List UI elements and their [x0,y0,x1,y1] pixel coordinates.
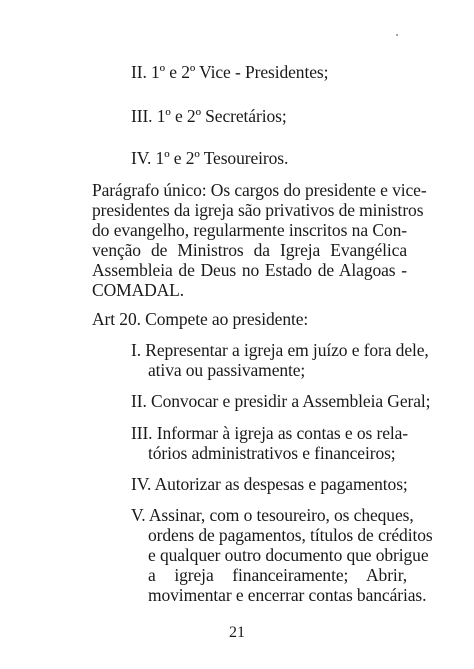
article-item-v-line-5: movimentar e encerrar contas bancárias. [148,585,427,605]
paragraph-line-6: COMADAL. [92,280,185,300]
article-item-v-line-2: ordens de pagamentos, títulos de créditos [148,525,433,545]
article-item-ii: II. Convocar e presidir a Assembleia Geral; [131,391,431,411]
page-number: 21 [229,624,245,641]
list-item-iv-treasurers: IV. 1º e 2º Tesoureiros. [131,148,289,168]
article-heading: Art 20. Compete ao presidente: [92,309,309,329]
article-item-v-line-4: a igreja financeiramente; Abrir, [148,565,407,585]
article-item-i-line-1: I. Representar a igreja em juízo e fora dele, [131,340,429,360]
article-item-iv: IV. Autorizar as despesas e pagamentos; [131,474,408,494]
paragraph-line-5: Assembleia de Deus no Estado de Alagoas - [92,260,407,280]
paragraph-line-1: Parágrafo único: Os cargos do presidente e vice- [92,180,427,200]
paragraph-line-2: presidentes da igreja são privativos de ministros [92,200,424,220]
article-item-v-line-1: V. Assinar, com o tesoureiro, os cheques, [131,505,414,525]
article-item-iii-line-1: III. Informar à igreja as contas e os rela- [131,423,409,443]
article-item-v-line-3: e qualquer outro documento que obrigue [148,545,429,565]
paragraph-line-4: venção de Ministros da Igreja Evangélica [92,240,407,260]
list-item-ii-vice-presidents: II. 1º e 2º Vice - Presidentes; [131,62,329,82]
list-item-iii-secretaries: III. 1º e 2º Secretários; [131,106,287,126]
paragraph-line-3: do evangelho, regularmente inscritos na Con- [92,220,407,240]
scan-speck [396,34,398,36]
article-item-iii-line-2: tórios administrativos e financeiros; [148,443,396,463]
article-item-i-line-2: ativa ou passivamente; [148,360,306,380]
